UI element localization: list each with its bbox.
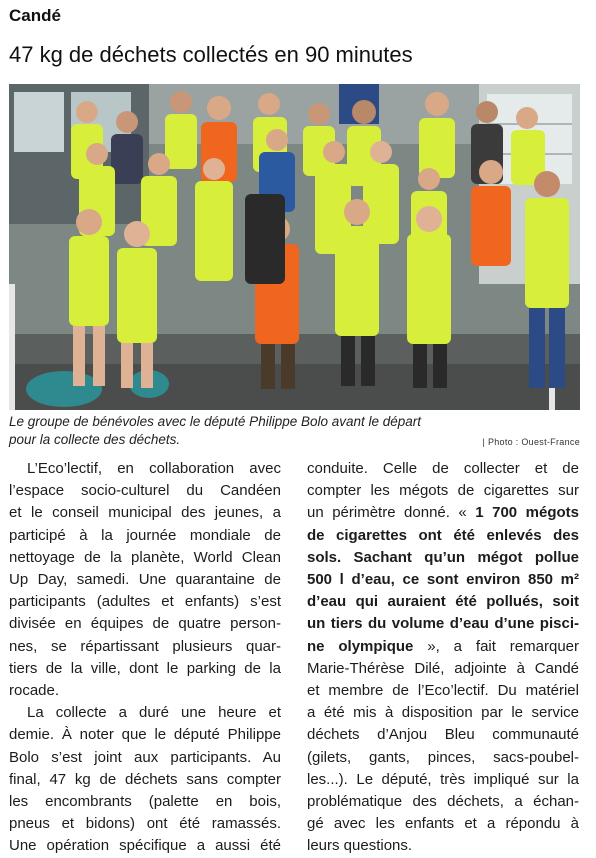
article-text-line — [9, 591, 281, 613]
text-run: et le conseil municipal des jeunes, a — [9, 504, 281, 522]
text-run: Up Day, samedi. Une quarantaine de — [9, 571, 281, 589]
article-text-line — [307, 791, 579, 813]
text-run: problématique des déchets, a échan- — [307, 793, 579, 811]
section-title: Candé — [9, 6, 61, 25]
text-run: demie. À noter que le député Philippe — [9, 726, 281, 744]
quote-bold-run: 1 700 mégots — [475, 504, 579, 522]
article-text-line — [9, 702, 281, 724]
article-text-line — [307, 702, 579, 724]
article-text-line — [307, 480, 579, 502]
article-text-line — [9, 791, 281, 813]
article-headline: 47 kg de déchets collectés en 90 minutes — [9, 42, 413, 67]
text-run: leurs questions. — [307, 837, 413, 855]
text-run: participé à la journée mondiale de — [9, 526, 281, 544]
article-column-left — [9, 458, 281, 858]
text-run: l’espace socio-culturel du Candéen — [9, 482, 281, 500]
article-text-line — [307, 547, 579, 569]
quote-bold-run: un tiers du volume d’eau d’une pisci- — [307, 615, 579, 633]
article-text-line — [9, 547, 281, 569]
text-run: pneus et bidons) ont été ramassés. — [9, 815, 281, 833]
article-text-line — [9, 769, 281, 791]
quote-bold-run: 500 l d’eau, ce sont environ 850 m² — [307, 571, 579, 589]
article-text-line — [307, 591, 579, 613]
text-run: gé avec les enfants et a répondu à — [307, 815, 579, 833]
article-text-line — [307, 636, 579, 658]
caption-line: pour la collecte des déchets. — [9, 432, 181, 447]
text-run: Bolo s’est joint aux participants. Au — [9, 748, 281, 766]
article-text-line — [307, 724, 579, 746]
text-run: La collecte a duré une heure et — [27, 704, 281, 722]
photo-credit: | Photo : Ouest-France — [482, 437, 580, 447]
text-run: nes, se répartissant plusieurs quar- — [9, 637, 281, 655]
article-text-line — [307, 525, 579, 547]
text-run: Marie-Thérèse Dilé, adjointe à Candé — [307, 659, 579, 677]
article-text-line — [307, 813, 579, 835]
article-text-line — [9, 680, 281, 702]
text-run: divisée en équipes de quatre person- — [9, 615, 281, 633]
article-text-line — [307, 680, 579, 702]
article-text-line — [9, 480, 281, 502]
article-text-line — [9, 458, 281, 480]
text-run: Une opération spécifique a aussi été — [9, 837, 281, 855]
article-text-line — [307, 747, 579, 769]
article-text-line — [9, 636, 281, 658]
quote-bold-run: ne olympique — [307, 637, 414, 655]
article-text-line — [307, 502, 579, 524]
text-run: et membre de l’Eco’lectif. Du matériel — [307, 682, 579, 700]
article-text-line — [307, 458, 579, 480]
text-run: participants (adultes et enfants) s’est — [9, 593, 281, 611]
text-run: les encombrants (palette en bois, — [9, 793, 281, 811]
article-text-line — [9, 569, 281, 591]
article-text-line — [9, 658, 281, 680]
article-text-line — [307, 769, 579, 791]
text-run: tiers de la ville, dont le parking de la — [9, 659, 281, 677]
quote-bold-run: d’eau qui auraient été pollués, soit — [307, 593, 579, 611]
text-run: conduite. Celle de collecter et de — [307, 460, 579, 477]
article-text-line — [307, 613, 579, 635]
article-text-line — [9, 525, 281, 547]
text-run: un périmètre donné. « — [307, 504, 476, 522]
article-column-right — [307, 458, 579, 858]
text-run: final, 47 kg de déchets sans compter — [9, 770, 281, 788]
caption-line: Le groupe de bénévoles avec le député Philippe Bolo avant le départ — [9, 414, 422, 429]
photo-illustration — [9, 84, 580, 410]
article-text-line — [9, 502, 281, 524]
quote-bold-run: sols. Sachant qu’un mégot pollue — [307, 548, 579, 566]
article-text-line — [307, 658, 579, 680]
text-run: les...). Le député, très impliqué sur la — [307, 770, 579, 788]
text-run: nettoyage de la planète, World Clean — [9, 548, 281, 566]
text-run: déchets d’Anjou Bleu communauté — [307, 726, 579, 744]
article-text-line — [9, 724, 281, 746]
text-run: rocade. — [9, 682, 60, 700]
article-text-line — [307, 569, 579, 591]
quote-bold-run: de cigarettes ont été enlevés des — [307, 526, 579, 544]
text-run: (gilets, gants, pinces, sacs-poubel- — [307, 748, 579, 766]
article-text-line — [9, 613, 281, 635]
text-run: L’Eco’lectif, en collaboration avec — [27, 460, 281, 477]
group-photo — [9, 84, 580, 410]
text-run: a été mis à disposition par le service — [307, 704, 579, 722]
text-run: », a fait remarquer — [413, 637, 579, 655]
article-text-line — [9, 747, 281, 769]
text-run: compter les mégots de cigarettes sur — [307, 482, 579, 500]
article-text-line — [9, 813, 281, 835]
